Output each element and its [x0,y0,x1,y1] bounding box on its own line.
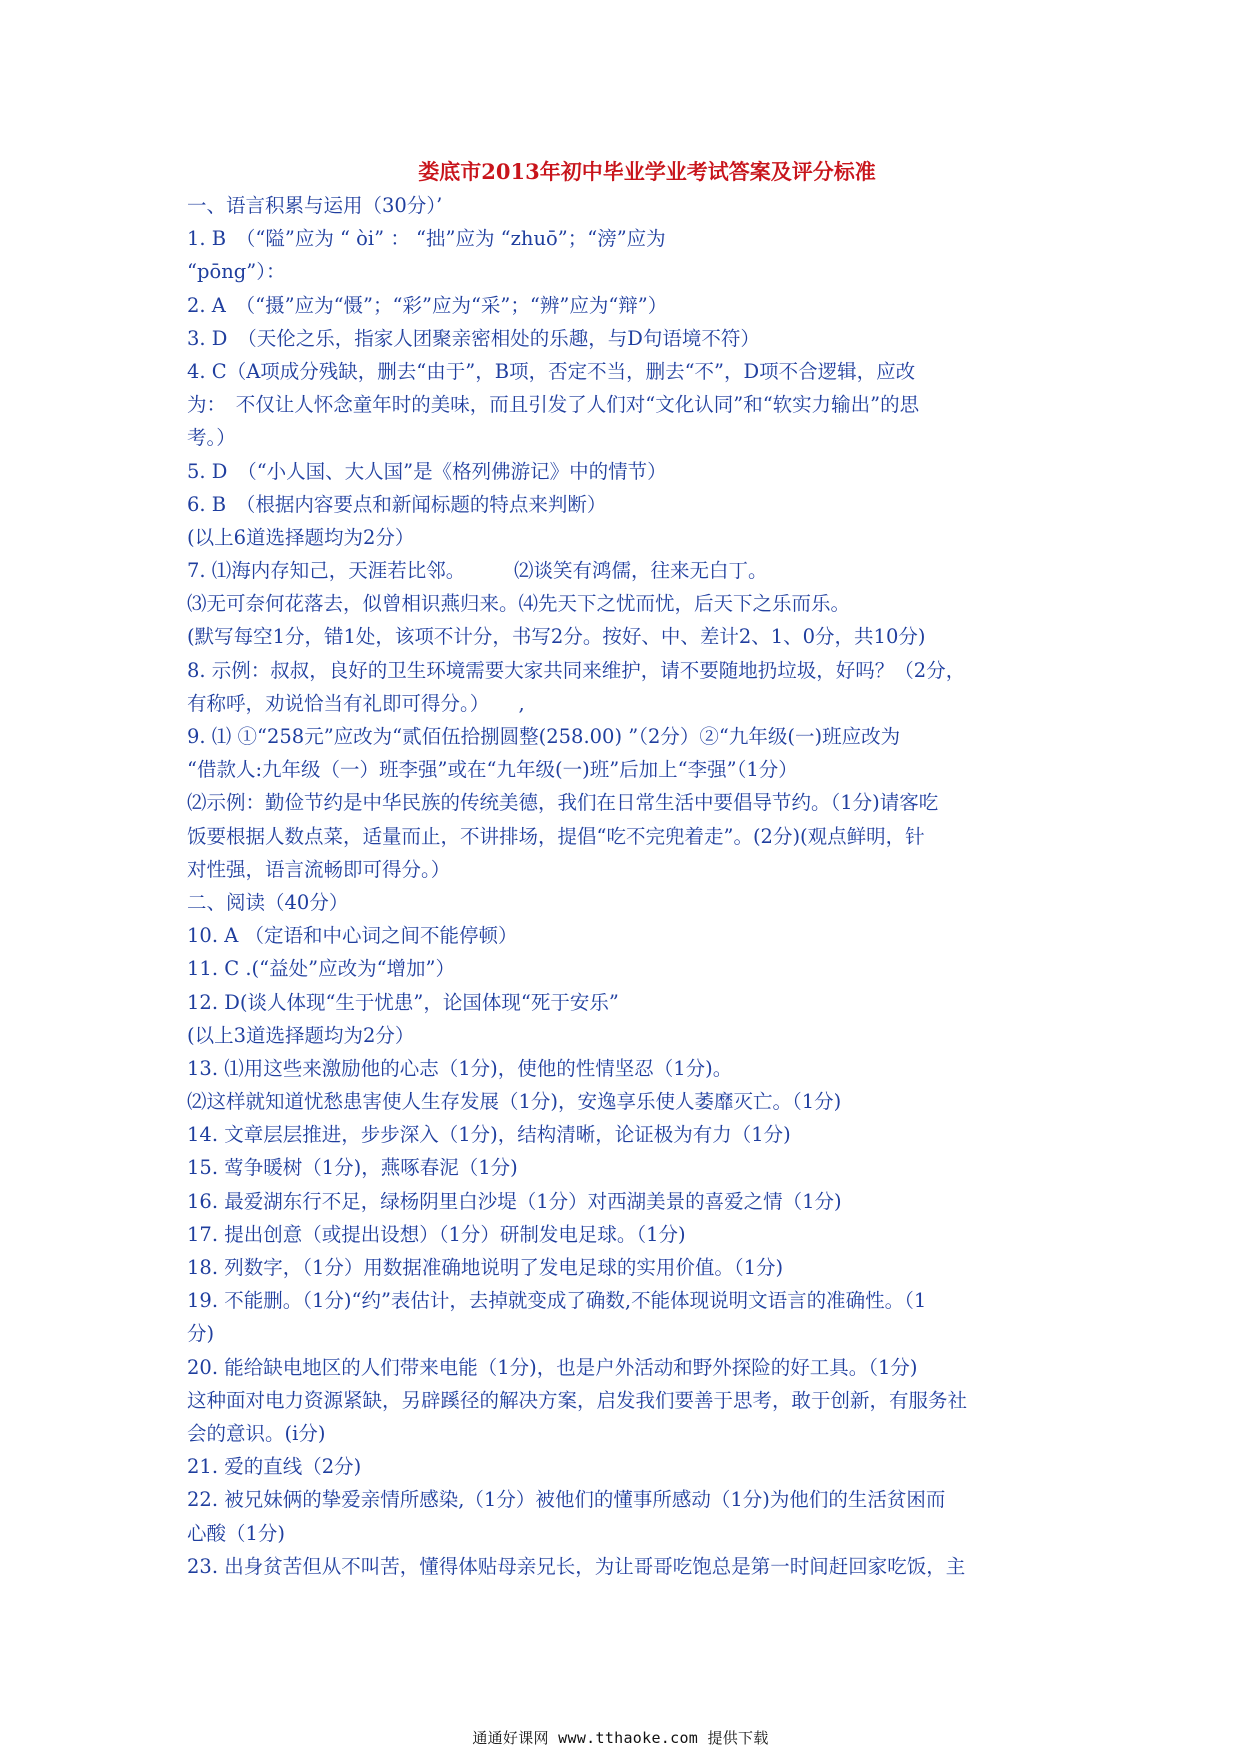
answer-line: 21. 爱的直线（2分) [187,1455,362,1479]
answer-line: ⑵这样就知道忧愁患害使人生存发展（1分)，安逸享乐使人萎靡灭亡。（1分) [187,1090,842,1114]
answer-line: 22. 被兄妹俩的挚爱亲情所感染,（1分）被他们的懂事所感动（1分)为他们的生活贫困而 [187,1488,946,1512]
answer-line: 会的意识。(i分) [187,1421,326,1445]
answer-sheet [187,155,1067,1583]
answer-line: 分) [187,1322,215,1346]
answer-line: 9. ⑴ ①“258元”应改为“贰佰伍拾捌圆整(258.00) ”（2分）②“九年级(一)班应改为 [187,725,901,748]
answer-line: 5. D （“小人国、大人国”是《格列佛游记》中的情节） [187,459,667,483]
answer-line: 二、阅读（40分） [187,890,349,914]
answer-line: 14. 文章层层推进，步步深入（1分)，结构清晰，论证极为有力（1分) [187,1123,791,1147]
answer-line: 23. 出身贫苦但从不叫苦，懂得体贴母亲兄长，为让哥哥吃饱总是第一时间赶回家吃饭，主 [187,1554,966,1578]
answer-line: 20. 能给缺电地区的人们带来电能（1分)，也是户外活动和野外探险的好工具。（1分) [187,1355,918,1379]
answer-line: 11. C .(“益处”应改为“增加”） [187,957,456,981]
document-title: 娄底市2013年初中毕业学业考试答案及评分标准 [418,159,876,184]
answer-line: 2. A （“摄”应为“慑”；“彩”应为“采”；“辨”应为“辩”） [187,293,668,317]
answer-line: “pōng”）： [187,260,286,284]
answer-line: 10. A （定语和中心词之间不能停顿） [187,924,518,948]
answer-line: “借款人:九年级（一）班李强”或在“九年级(一)班”后加上“李强”（1分） [187,758,798,782]
page-footer [0,1727,1241,1748]
answer-line: 18. 列数字，（1分）用数据准确地说明了发电足球的实用价值。（1分) [187,1256,784,1279]
answer-line: 6. B （根据内容要点和新闻标题的特点来判断） [187,492,607,516]
answer-line: 一、语言积累与运用（30分）’ [187,194,443,217]
answer-line: 3. D （天伦之乐，指家人团聚亲密相处的乐趣，与D句语境不符） [187,326,760,350]
answer-line: (以上3道选择题均为2分） [187,1023,415,1047]
answer-line: ⑵示例：勤俭节约是中华民族的传统美德，我们在日常生活中要倡导节约。（1分)请客吃 [187,791,939,815]
answer-line: 对性强，语言流畅即可得分。） [187,857,451,881]
answer-line: 15. 莺争暖树（1分)，燕啄春泥（1分) [187,1156,518,1180]
answer-line: 饭要根据人数点菜，适量而止，不讲排场，提倡“吃不完兜着走”。(2分)(观点鲜明，针 [187,824,925,848]
answer-line: ⑶无可奈何花落去，似曾相识燕归来。⑷先天下之忧而忧，后天下之乐而乐。 [187,592,851,616]
answer-line: 有称呼，劝说恰当有礼即可得分。） , [187,691,525,715]
footer-text: 通通好课网 www.tthaoke.com 提供下载 [472,1729,769,1747]
answer-line: (默写每空1分，错1处，该项不计分，书写2分。按好、中、差计2、1、0分，共10分) [187,625,926,649]
answer-line: 1. B （“隘”应为 “ òi” ： “拙”应为 “zhuō”；“滂”应为 [187,227,666,251]
answer-line: 8. 示例：叔叔，良好的卫生环境需要大家共同来维护，请不要随地扔垃圾，好吗？（2分， [187,658,966,682]
answer-line: 这种面对电力资源紧缺，另辟蹊径的解决方案，启发我们要善于思考，敢于创新，有服务社 [187,1388,968,1412]
answer-body [187,189,1067,1583]
answer-line: 为： 不仅让人怀念童年时的美味，而且引发了人们对“文化认同”和“软实力输出”的思 [187,393,920,417]
answer-line: 19. 不能删。（1分)“约”表估计，去掉就变成了确数,不能体现说明文语言的准确性。（1 [187,1289,927,1313]
answer-line: 17. 提出创意（或提出设想）（1分）研制发电足球。（1分) [187,1222,686,1246]
answer-line: 13. ⑴用这些来激励他的心志（1分)，使他的性情坚忍（1分)。 [187,1056,733,1080]
answer-line: 7. ⑴海内存知己，天涯若比邻。 ⑵谈笑有鸿儒，往来无白丁。 [187,559,768,583]
answer-line: (以上6道选择题均为2分） [187,525,415,549]
answer-line: 4. C（A项成分残缺，删去“由于”，B项，否定不当，删去“不”，D项不合逻辑，应改 [187,359,916,383]
answer-line: 心酸（1分) [187,1521,286,1545]
answer-line: 16. 最爱湖东行不足，绿杨阴里白沙堤（1分）对西湖美景的喜爱之情（1分) [187,1189,842,1213]
answer-line: 考。） [187,426,236,450]
answer-line: 12. D(谈人体现“生于忧患”，论国体现“死于安乐” [187,990,619,1014]
